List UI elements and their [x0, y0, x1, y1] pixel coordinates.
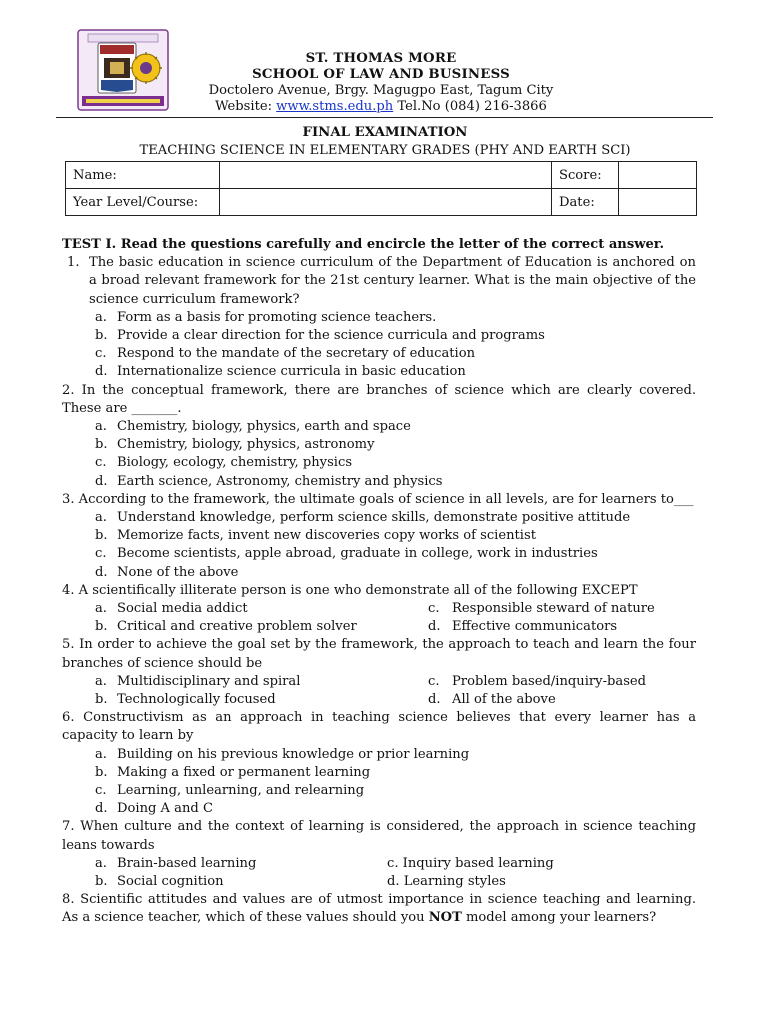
option-text[interactable]: Critical and creative problem solver	[117, 619, 357, 635]
answer-option[interactable]	[62, 345, 696, 363]
answer-option[interactable]	[62, 800, 696, 818]
website-link[interactable]: www.stms.edu.ph	[276, 99, 394, 114]
option-text: Doing A and C	[117, 801, 213, 817]
option-letter: c.	[95, 455, 107, 471]
info-row-name	[66, 162, 697, 189]
option-letter[interactable]: b.	[95, 874, 108, 890]
answer-option[interactable]	[62, 363, 696, 381]
option-letter: a.	[95, 309, 107, 325]
option-text: Chemistry, biology, physics, astronomy	[117, 437, 375, 453]
option-letter: a.	[95, 419, 107, 435]
institution-address: Doctolero Avenue, Brgy. Magugpo East, Tagum City	[208, 83, 554, 98]
website-label: Website:	[215, 99, 277, 114]
answer-option[interactable]	[62, 564, 696, 582]
option-text: Learning, unlearning, and relearning	[117, 783, 365, 799]
answer-option-row	[62, 673, 696, 691]
question-6: 6. Constructivism as an approach in teaching science believes that every learner has a capacity to learn by	[62, 710, 696, 744]
answer-option[interactable]	[62, 309, 696, 327]
option-letter: c.	[95, 346, 107, 362]
option-text: Building on his previous knowledge or prior learning	[117, 746, 470, 762]
option-text: Making a fixed or permanent learning	[117, 764, 371, 780]
answer-option-row	[62, 600, 696, 618]
option-text[interactable]: All of the above	[452, 692, 556, 708]
question-2: 2. In the conceptual framework, there are branches of science which are clearly covered. These are _______.	[62, 382, 696, 416]
answer-option[interactable]	[62, 764, 696, 782]
question-7: 7. When culture and the context of learning is considered, the approach in science teaching leans towards	[62, 819, 696, 853]
option-text[interactable]: Problem based/inquiry-based	[452, 673, 647, 689]
exam-title-block	[60, 124, 710, 160]
option-letter[interactable]: c.	[428, 601, 440, 617]
option-letter: d.	[95, 473, 108, 489]
option-text[interactable]: c. Inquiry based learning	[387, 855, 554, 871]
info-row-year	[66, 189, 697, 216]
option-letter: a.	[95, 510, 107, 526]
answer-option[interactable]	[62, 545, 696, 563]
option-letter[interactable]: a.	[95, 855, 107, 871]
question-8	[62, 891, 696, 927]
student-info-table	[65, 161, 697, 216]
option-letter: b.	[95, 328, 108, 344]
option-text[interactable]: d. Learning styles	[387, 874, 506, 890]
option-text: Understand knowledge, perform science skills, demonstrate positive attitude	[117, 510, 631, 526]
option-letter: b.	[95, 528, 108, 544]
institution-name-line1: ST. THOMAS MORE	[305, 51, 457, 66]
option-text: Form as a basis for promoting science teachers.	[117, 309, 437, 325]
option-text[interactable]: Brain-based learning	[117, 855, 257, 871]
option-letter: c.	[95, 546, 107, 562]
question-4: 4. A scientifically illiterate person is one who demonstrate all of the following EXCEPT	[62, 582, 638, 598]
option-text[interactable]: Social media addict	[117, 601, 248, 617]
question-text: The basic education in science curriculum of the Department of Education is anchored on a broad relevant framework for the 21st century learner. What is the main objective of the science curriculum framework?	[89, 255, 696, 307]
question-3: 3. According to the framework, the ultimate goals of science in all levels, are for learners to___	[62, 491, 694, 507]
test-instructions: TEST I. Read the questions carefully and encircle the letter of the correct answer.	[62, 237, 665, 252]
exam-content	[62, 236, 696, 928]
answer-option-row	[62, 618, 696, 636]
name-field[interactable]	[220, 162, 552, 189]
question-5: 5. In order to achieve the goal set by the framework, the approach to teach and learn the four branches of science should be	[62, 637, 696, 671]
score-field[interactable]	[619, 162, 697, 189]
option-text: Biology, ecology, chemistry, physics	[117, 455, 353, 471]
question-number: 1.	[67, 255, 80, 271]
option-text[interactable]: Multidisciplinary and spiral	[117, 673, 301, 689]
name-label: Name:	[66, 162, 220, 189]
option-letter: a.	[95, 746, 107, 762]
option-text: Respond to the mandate of the secretary of education	[117, 346, 476, 362]
emphasis-not: NOT	[428, 910, 462, 926]
option-letter[interactable]: d.	[428, 692, 441, 708]
answer-option-row	[62, 855, 696, 873]
option-text[interactable]: Responsible steward of nature	[452, 601, 655, 617]
option-letter[interactable]: b.	[95, 619, 108, 635]
option-text: Memorize facts, invent new discoveries copy works of scientist	[117, 528, 536, 544]
question-text: 8. Scientific attitudes and values are of utmost importance in science teaching and learning. As a science teacher, which of these values should you	[62, 892, 696, 926]
option-text[interactable]: Effective communicators	[452, 619, 618, 635]
option-text: None of the above	[117, 564, 239, 580]
option-letter[interactable]: a.	[95, 673, 107, 689]
answer-option[interactable]	[62, 418, 696, 436]
option-letter: d.	[95, 364, 108, 380]
option-letter: b.	[95, 437, 108, 453]
question-text: model among your learners?	[461, 910, 657, 926]
option-letter: d.	[95, 801, 108, 817]
school-seal-logo	[76, 28, 170, 112]
option-text[interactable]: Social cognition	[117, 874, 224, 890]
option-text[interactable]: Technologically focused	[117, 692, 276, 708]
option-letter[interactable]: d.	[428, 619, 441, 635]
option-letter: c.	[95, 783, 107, 799]
date-field[interactable]	[619, 189, 697, 216]
year-course-label: Year Level/Course:	[66, 189, 220, 216]
exam-title: FINAL EXAMINATION	[302, 125, 468, 140]
contact-line	[196, 99, 566, 115]
answer-option[interactable]	[62, 436, 696, 454]
answer-option-row	[62, 691, 696, 709]
answer-option[interactable]	[62, 473, 696, 491]
question-1	[62, 254, 696, 309]
answer-option[interactable]	[62, 454, 696, 472]
date-label: Date:	[552, 189, 619, 216]
option-text: Earth science, Astronomy, chemistry and physics	[117, 473, 443, 489]
option-text: Chemistry, biology, physics, earth and space	[117, 419, 411, 435]
option-letter[interactable]: b.	[95, 692, 108, 708]
exam-subject: TEACHING SCIENCE IN ELEMENTARY GRADES (PHY AND EARTH SCI)	[139, 143, 631, 158]
answer-option[interactable]	[62, 527, 696, 545]
option-letter[interactable]: c.	[428, 673, 440, 689]
answer-option[interactable]	[62, 327, 696, 345]
option-letter: d.	[95, 564, 108, 580]
telephone-number: Tel.No (084) 216-3866	[393, 99, 547, 114]
answer-option-row	[62, 873, 696, 891]
institution-name-line2: SCHOOL OF LAW AND BUSINESS	[252, 67, 510, 82]
document-header	[0, 0, 768, 120]
header-divider	[56, 117, 713, 118]
score-label: Score:	[552, 162, 619, 189]
answer-option[interactable]	[62, 509, 696, 527]
year-course-field[interactable]	[220, 189, 552, 216]
answer-option[interactable]	[62, 782, 696, 800]
option-text: Become scientists, apple abroad, graduate in college, work in industries	[117, 546, 598, 562]
option-text: Internationalize science curricula in basic education	[117, 364, 466, 380]
option-text: Provide a clear direction for the science curricula and programs	[117, 328, 545, 344]
option-letter: b.	[95, 764, 108, 780]
answer-option[interactable]	[62, 746, 696, 764]
header-text-block	[196, 51, 566, 115]
option-letter[interactable]: a.	[95, 601, 107, 617]
